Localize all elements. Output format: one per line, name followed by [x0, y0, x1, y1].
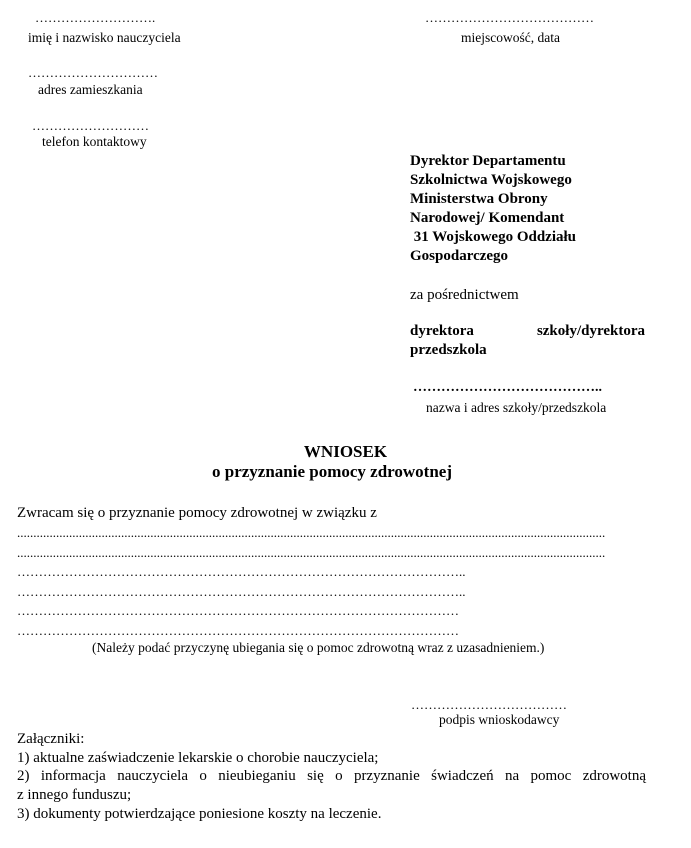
school-label: nazwa i adres szkoły/przedszkola: [426, 400, 607, 415]
phone-label: telefon kontaktowy: [42, 134, 147, 149]
reason-note: (Należy podać przyczynę ubiegania się o pomoc zdrowotną wraz z uzasadnieniem.): [92, 640, 545, 655]
address-label: adres zamieszkania: [38, 82, 143, 97]
recipient-line: Narodowej/ Komendant: [410, 210, 565, 226]
attachments-heading: Załączniki:: [17, 731, 85, 747]
name-dots: ……………………….: [35, 10, 156, 25]
director-line-2: przedszkola: [410, 342, 487, 358]
document-title: WNIOSEK: [303, 442, 388, 461]
director-line: [410, 323, 645, 340]
recipient-line: Dyrektor Departamentu: [410, 153, 566, 169]
intro-text: Zwracam się o przyznanie pomocy zdrowotnej w związku z: [17, 505, 377, 521]
fill-line: …………………………………………………………………………………………..: [17, 565, 466, 578]
via-text: za pośrednictwem: [410, 287, 519, 303]
attachment-item-2-line-2: z innego funduszu;: [17, 787, 132, 803]
name-label: imię i nazwisko nauczyciela: [28, 30, 181, 45]
address-dots: …………………………: [28, 65, 158, 80]
recipient-line: Ministerstwa Obrony: [410, 191, 548, 207]
attachment-item-1: 1) aktualne zaświadczenie lekarskie o chorobie nauczyciela;: [17, 750, 379, 766]
fill-line: .....................................................................................................................................................................................: [17, 526, 606, 539]
fill-line: …………………………………………………………………………………………..: [17, 585, 466, 598]
recipient-line: Gospodarczego: [410, 248, 509, 264]
phone-dots: ………………………: [32, 118, 149, 133]
fill-line: …………………………………………………………………………………………: [17, 604, 459, 617]
attachment-item-2-line-1: 2) informacja nauczyciela o nieubieganiu się o przyznanie świadczeń na pomoc zdrowotną: [17, 768, 646, 784]
place-label: miejscowość, data: [461, 30, 560, 45]
signature-label: podpis wnioskodawcy: [439, 712, 560, 727]
school-dots: …………………………………..: [413, 380, 602, 395]
fill-line: …………………………………………………………………………………………: [17, 624, 459, 637]
recipient-line: Szkolnictwa Wojskowego: [410, 172, 572, 188]
recipient-line: 31 Wojskowego Oddziału: [410, 229, 577, 245]
signature-dots: ………………………………: [411, 697, 567, 712]
director-rest: szkoły/dyrektora: [536, 323, 645, 339]
recipient-block: [410, 152, 576, 266]
place-dots: …………………………………: [425, 10, 594, 25]
fill-line: .....................................................................................................................................................................................: [17, 546, 606, 559]
attachment-item-3: 3) dokumenty potwierdzające poniesione koszty na leczenie.: [17, 806, 382, 822]
director-word: dyrektora: [410, 323, 474, 339]
document-subtitle: o przyznanie pomocy zdrowotnej: [211, 462, 453, 481]
